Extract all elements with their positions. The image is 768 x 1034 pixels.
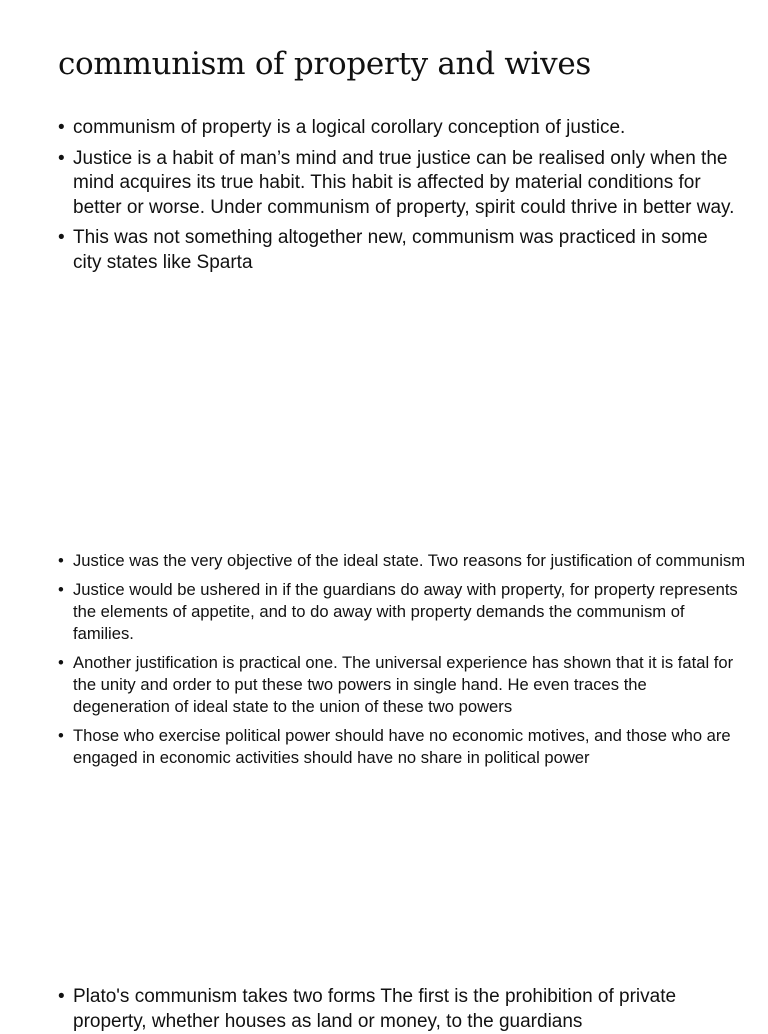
bullet-dot-icon: • [58,147,65,169]
bullet-dot-icon: • [58,986,65,1007]
bullet-dot-icon: • [58,117,65,138]
bullet-item [58,147,738,221]
bullet-item [58,116,738,141]
bullet-item [58,985,748,1034]
bullet-text: Justice was the very objective of the ideal state. Two reasons for justification of communism [73,551,746,570]
bullet-item [58,652,748,718]
bullet-text: Justice would be ushered in if the guardians do away with property, for property represents the elements of appetite, and to do away with property demands the communism of families. [73,580,738,643]
bullet-text: communism of property is a logical corollary conception of justice. [73,117,626,138]
bullet-text: Another justification is practical one. The universal experience has shown that it is fatal for the unity and order to put these two powers in single hand. He even traces the degeneration of ideal state to the union of these two powers [73,653,734,716]
slide-title: communism of property and wives [58,46,592,82]
bullet-list [58,985,748,1034]
bullet-dot-icon: • [58,227,65,248]
bullet-list [58,550,748,776]
bullet-text: This was not something altogether new, communism was practiced in some city states like Sparta [73,227,708,273]
bullet-item [58,550,748,572]
bullet-text: Justice is a habit of man’s mind and true justice can be realised only when the mind acquires its true habit. This habit is affected by material conditions for better or worse. Under communism of property, spirit could thrive in better way. [73,147,735,218]
bullet-dot-icon: • [58,551,64,570]
bullet-item [58,226,738,275]
bullet-item [58,579,748,645]
bullet-text: Plato's communism takes two forms The first is the prohibition of private property, whether houses as land or money, to the guardians [73,986,677,1032]
bullet-dot-icon: • [58,653,64,672]
bullet-list [58,116,738,281]
bullet-text: Those who exercise political power should have no economic motives, and those who are engaged in economic activities should have no share in political power [73,726,731,767]
bullet-dot-icon: • [58,726,64,745]
bullet-dot-icon: • [58,580,64,599]
slide-2 [0,540,768,960]
slide-3 [0,975,768,1032]
bullet-item [58,725,748,769]
